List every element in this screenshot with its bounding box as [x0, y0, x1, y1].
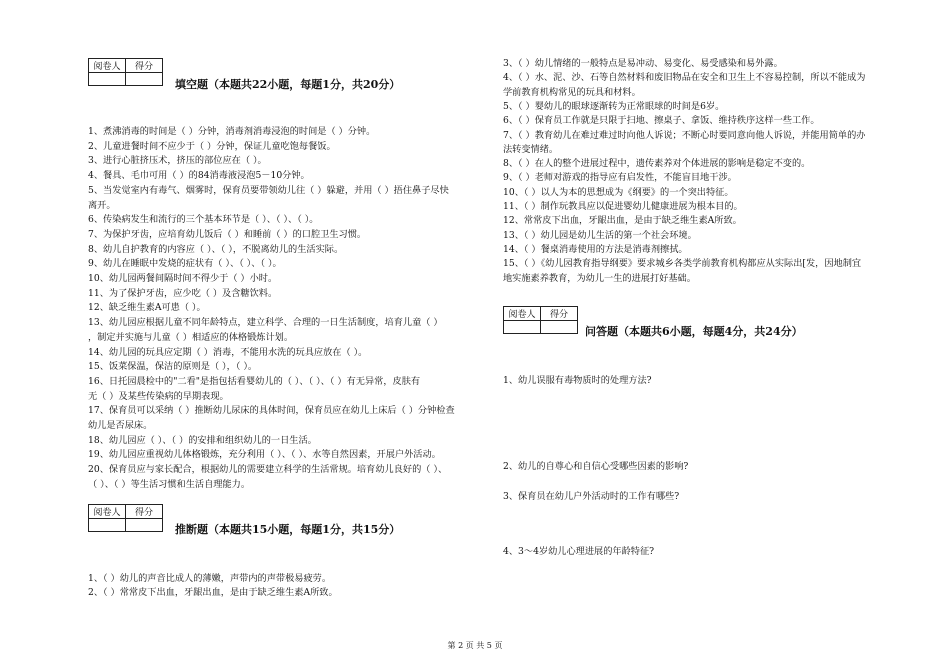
fill-blank-line: 离开。: [88, 199, 116, 211]
score-label: 得分: [541, 307, 578, 321]
judge-line: 15、（ ）《幼儿园教育指导纲要》要求城乡各类学前教育机构都应从实际出[发，因地制宜: [503, 258, 862, 270]
fill-blank-line: 3、进行心脏挤压术，挤压的部位应在（ ）。: [88, 155, 267, 167]
fill-blank-line: 8、幼儿自护教育的内容应（ ）、（ ），不脱离幼儿的生活实际。: [88, 243, 344, 255]
judge-line: 地实施素养教育，为幼儿一生的进展打好基础。: [503, 272, 696, 284]
score-label: 得分: [126, 59, 163, 73]
score-label: 得分: [126, 505, 163, 519]
grader-label: 阅卷人: [504, 307, 541, 321]
page-number: 第 2 页 共 5 页: [447, 641, 503, 650]
fill-blank-line: 4、餐具、毛巾可用（ ）的84消毒液浸泡5－10分钟。: [88, 170, 310, 182]
qa-question: 3、保育员在幼儿户外活动时的工作有哪些?: [503, 491, 680, 502]
qa-question: 4、3～4岁幼儿心理进展的年龄特征?: [503, 546, 655, 557]
judge-line: 14、（ ）餐桌消毒使用的方法是消毒剂擦拭。: [503, 243, 688, 255]
grader-blank: [89, 519, 126, 532]
judge-line: 10、（ ）以人为本的思想成为《纲要》的一个突出特征。: [503, 186, 734, 198]
fill-blank-line: ，制定并实施与儿童（ ）相适应的体格锻炼计划。: [88, 331, 294, 343]
fill-blank-line: 10、幼儿园两餐间隔时间不得少于（ ）小时。: [88, 273, 278, 284]
fill-blank-line: 11、为了保护牙齿，应少吃（ ）及含糖饮料。: [88, 287, 278, 299]
qa-question: 1、幼儿误服有毒物质时的处理方法?: [503, 375, 652, 386]
fill-blank-line: 19、幼儿园应重视幼儿体格锻炼，充分利用（ ）、（ ）、水等自然因素，开展户外活动。: [88, 449, 441, 461]
fill-blank-line: 15、饭菜保温，保洁的原则是（ ），（ ）。: [88, 361, 258, 373]
judge-line: 1、（ ）幼儿的声音比成人的薄嫩，声带内的声带极易疲劳。: [88, 573, 332, 584]
score-blank: [126, 519, 163, 532]
fill-blank-line: 幼儿是否尿床。: [88, 420, 153, 431]
fill-blank-line: 14、幼儿园的玩具应定期（ ）消毒，不能用水洗的玩具应放在（ ）。: [88, 346, 368, 358]
fill-blank-line: 12、缺乏维生素A可患（ ）。: [88, 302, 206, 314]
qa-title: 问答题（本题共6小题，每题4分，共24分）: [585, 325, 803, 338]
fill-blank-line: 1、煮沸消毒的时间是（ ）分钟，消毒剂消毒浸泡的时间是（ ）分钟。: [88, 126, 376, 137]
fill-blank-line: 5、当发觉室内有毒气、烟雾时，保育员要带领幼儿往（ ）躲避，并用（ ）捂住鼻子尽快: [88, 184, 449, 196]
judge-line: 学前教育机构常见的玩具和材料。: [503, 86, 641, 98]
judge-line: 4、（ ）水、泥、沙、石等自然材料和废旧物品在安全和卫生上不容易控制，所以不能成为: [503, 72, 866, 84]
fill-blank-line: 16、日托园晨检中的"二看"是指包括看婴幼儿的（ ）、（ ）、（ ）有无异常，皮肤有: [88, 375, 421, 387]
fill-blank-line: 20、保育员应与家长配合，根据幼儿的需要建立科学的生活常规。培育幼儿良好的（ ）、: [88, 464, 448, 476]
fill-blank-line: 无（ ）及某些传染病的早期表现。: [88, 390, 229, 402]
judge-line: 2、（ ）常常皮下出血，牙龈出血，是由于缺乏维生素A所致。: [88, 587, 338, 598]
score-blank: [541, 321, 578, 334]
fill-blank-title: 填空题（本题共22小题，每题1分，共20分）: [175, 78, 401, 91]
judge-line: 7、（ ）教育幼儿在难过难过时向他人诉说；不断心时要同意向他人诉说，并能用简单的办: [503, 129, 866, 141]
grader-blank: [89, 73, 126, 86]
fill-blank-line: 18、幼儿园应（ ）、（ ）的安排和组织幼儿的一日生活。: [88, 434, 317, 446]
grader-label: 阅卷人: [89, 59, 126, 73]
judge-line: 9、（ ）老师对游戏的指导应有启发性，不能盲目地干涉。: [503, 172, 737, 184]
qa-question: 2、幼儿的自尊心和自信心受哪些因素的影响?: [503, 461, 689, 472]
fill-blank-line: （ ）、（ ）等生活习惯和生活自理能力。: [88, 478, 251, 490]
grader-blank: [504, 321, 541, 334]
fill-blank-line: 7、为保护牙齿，应培育幼儿饭后（ ）和睡前（ ）的口腔卫生习惯。: [88, 228, 367, 240]
score-box-qa: [503, 306, 578, 334]
score-box-fill: [88, 58, 163, 86]
judge-line: 13、（ ）幼儿园是幼儿生活的第一个社会环境。: [503, 229, 697, 241]
fill-blank-line: 9、幼儿在睡眠中发烧的症状有（ ）、（ ）、（ ）。: [88, 258, 282, 270]
score-blank: [126, 73, 163, 86]
judge-title: 推断题（本题共15小题，每题1分，共15分）: [175, 523, 401, 536]
judge-line: 8、（ ）在人的整个进展过程中，遗传素养对个体进展的影响是稳定不变的。: [503, 158, 811, 170]
judge-line: 12、常常皮下出血，牙龈出血，是由于缺乏维生素A所致。: [503, 215, 742, 227]
score-box-judge: [88, 504, 163, 532]
fill-blank-line: 17、保育员可以采纳（ ）推断幼儿尿床的具体时间，保育员应在幼儿上床后（ ）分钟检查: [88, 405, 455, 417]
judge-line: 11、（ ）制作玩教具应以促进婴幼儿健康进展为根本目的。: [503, 201, 743, 212]
fill-blank-line: 13、幼儿园应根据儿童不同年龄特点，建立科学、合理的一日生活制度，培育儿童（ ）: [88, 317, 443, 329]
judge-line: 6、（ ）保育员工作就是只限于扫地、擦桌子、拿饭、维持秩序这样一些工作。: [503, 115, 820, 127]
judge-line: 3、（ ）幼儿情绪的一般特点是易冲动、易变化、易受感染和易外露。: [503, 58, 783, 69]
fill-blank-line: 6、传染病发生和流行的三个基本环节是（ ）、（ ）、（ ）。: [88, 214, 319, 226]
fill-blank-line: 2、儿童进餐时间不应少于（ ）分钟，保证儿童吃饱每餐饭。: [88, 140, 336, 152]
grader-label: 阅卷人: [89, 505, 126, 519]
judge-line: 法转变情绪。: [503, 143, 559, 155]
judge-line: 5、（ ）婴幼儿的眼球逐渐转为正常眼球的时间是6岁。: [503, 100, 725, 112]
